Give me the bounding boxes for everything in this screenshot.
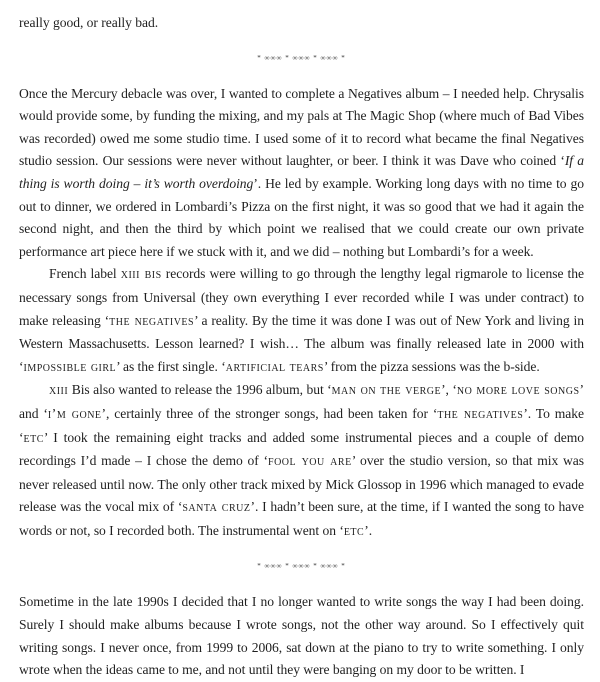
p3-text-h: ’. I hadn’t been sure, at the time, if I wanted the song to have words or not, so I recorded both. The instrumental went on ‘ xyxy=(19,499,584,538)
section-divider-ornament: * ∞∞∞ * ∞∞∞ * ∞∞∞ * xyxy=(257,53,346,62)
paragraph-french-label xyxy=(19,263,584,379)
p2-album-title: the negatives xyxy=(109,313,195,329)
p3-album-etc-2: etc xyxy=(343,523,365,539)
p2-single-title: impossible girl xyxy=(23,359,117,375)
p3-text-e: ’. To make ‘ xyxy=(19,405,584,445)
p1-text-b: ’. He led by example. Working long days with no time to go out to dinner, we ordered in Lombardi’s Pizza on the first night, it was so good that we had it again the second night, and then the third by which point we realised that we could create our own private performance art piece here if we stuck with it, and we did – nothing but Lombardi’s for a week. xyxy=(19,175,584,259)
intro-fragment: really good, or really bad. xyxy=(19,15,159,30)
p1-text-a: Once the Mercury debacle was over, I wanted to complete a Negatives album – I needed help. Chrysalis would provide some, by funding the mixing, and my pals at The Magic Shop (where much of Bad Vibes was recorded) owed me some studio time. I used some of it to record what became the final Negatives studio session. Our sessions were never without laughter, or beer. I think it was Dave who coined ‘ xyxy=(19,85,584,169)
p3-text-i: ’. xyxy=(364,522,373,538)
p2-text-d: ’ as the first single. ‘ xyxy=(116,358,226,374)
p2-text-b: records were willing to go through the lengthy legal rigmarole to license the necessary songs from Universal (they own everything I ever recorded while I was under contract) to make releasing ‘ xyxy=(19,266,585,328)
p3-song-3: i’m gone xyxy=(47,406,102,422)
p3-song-2: no more love songs xyxy=(456,383,580,399)
p3-song-6: fool you are xyxy=(268,454,352,470)
p2-text-a: French label xyxy=(49,266,121,282)
p3-text-d: ’, certainly three of the stronger songs, had been taken for ‘ xyxy=(101,405,438,421)
p2-text-e: ’ from the pizza sessions was the b-side. xyxy=(323,358,540,374)
p3-text-g: ’ over the studio version, so that mix was never released until now. The only other track mixed by Mick Glossop in 1996 which managed to evade release was the vocal mix of ‘ xyxy=(19,453,584,515)
p2-text-c: ’ a reality. By the time it was done I was out of New York and living in Western Massachusetts. Lesson learned? I wish… The album was finally released late in 2000 with ‘ xyxy=(19,312,584,374)
p2-bside-title: artificial tears xyxy=(225,359,324,375)
p3-text-b: ’, ‘ xyxy=(441,382,457,398)
p3-song-7: santa cruz xyxy=(182,500,251,516)
p2-label-name: xiii bis xyxy=(120,267,162,283)
p3-text-f: ’ I took the remaining eight tracks and added some instrumental pieces and a couple of demo recordings I’d made – I chose the demo of ‘ xyxy=(19,429,584,469)
p3-label-name: xiii xyxy=(49,383,69,399)
paragraph-xiii-bis xyxy=(19,379,584,543)
document-page xyxy=(19,12,584,682)
p3-text-a: Bis also wanted to release the 1996 album, but ‘ xyxy=(68,382,332,398)
p3-album-etc: etc xyxy=(23,430,44,446)
paragraph-mercury-debacle xyxy=(19,83,584,264)
p3-song-1: man on the verge xyxy=(331,383,442,399)
p3-album-title: the negatives xyxy=(437,406,524,422)
section-divider-ornament-2: * ∞∞∞ * ∞∞∞ * ∞∞∞ * xyxy=(257,562,346,571)
p3-text-c: ’ and ‘ xyxy=(19,382,584,421)
paragraph-late-1990s: Sometime in the late 1990s I decided that I no longer wanted to write songs the way I had been doing. Surely I should make albums because I wrote songs, not the other way around. So I effectively quit writing songs. I never once, from 1999 to 2006, sat down at the piano to try to write something. I only wrote when the ideas came to me, and not until they were banging on my door to be written. I xyxy=(19,594,584,678)
p1-quote: If a thing is worth doing – it’s worth overdoing xyxy=(19,153,584,191)
